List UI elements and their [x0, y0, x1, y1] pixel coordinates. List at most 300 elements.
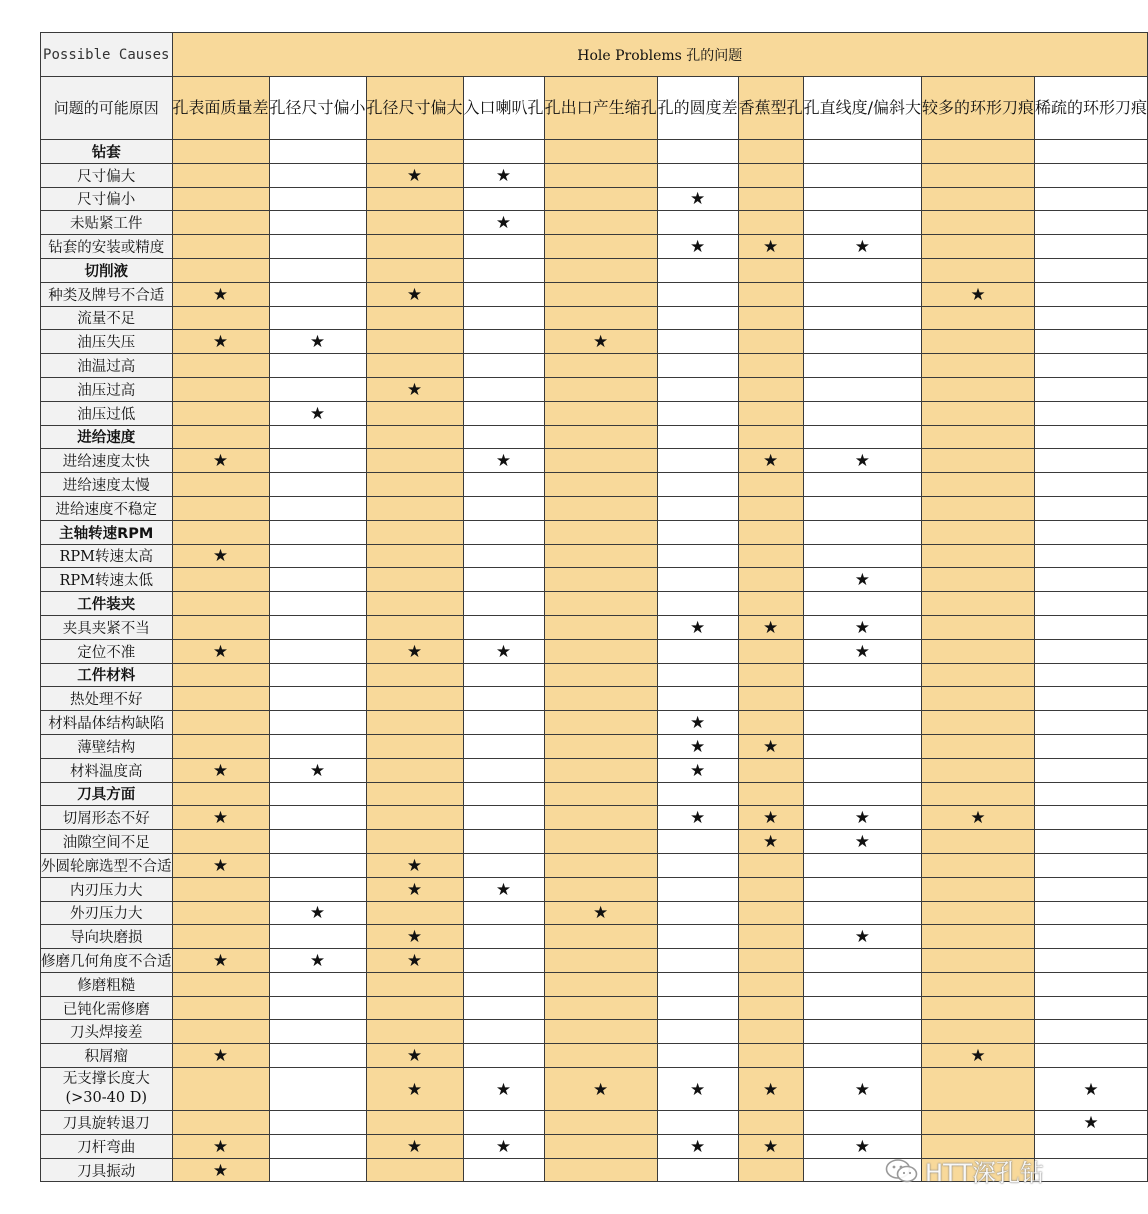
cause-label: 油压失压: [41, 330, 173, 354]
cell: [544, 520, 657, 544]
star-icon: ★: [406, 927, 423, 948]
cell: [922, 354, 1035, 378]
cell: [738, 473, 803, 497]
cell: [657, 544, 738, 568]
cell: [172, 830, 269, 854]
cell: [1035, 520, 1148, 544]
cell: [269, 949, 366, 973]
wechat-icon: [885, 1158, 919, 1184]
cell: [463, 377, 544, 401]
cell: [172, 473, 269, 497]
cell: [738, 377, 803, 401]
star-icon: ★: [762, 1079, 779, 1100]
cell: [922, 377, 1035, 401]
cell: [544, 639, 657, 663]
cell: [1035, 1020, 1148, 1044]
cell: [269, 806, 366, 830]
cell: [657, 258, 738, 282]
cell: [366, 377, 463, 401]
table-row: [41, 211, 1148, 235]
cell: [366, 211, 463, 235]
cause-label: 油隙空间不足: [41, 830, 173, 854]
cell: [922, 925, 1035, 949]
cell: [366, 758, 463, 782]
table-row: [41, 330, 1148, 354]
cell: [544, 544, 657, 568]
cell: [738, 1068, 803, 1111]
cell: [922, 1111, 1035, 1135]
cell: [366, 1044, 463, 1068]
cell: [1035, 782, 1148, 806]
cause-label: 材料晶体结构缺陷: [41, 711, 173, 735]
cell: [269, 282, 366, 306]
cell: [803, 925, 921, 949]
cell: [1035, 425, 1148, 449]
cell: [463, 235, 544, 259]
cell: [463, 1158, 544, 1182]
cell: [172, 925, 269, 949]
cell: [657, 877, 738, 901]
cell: [738, 592, 803, 616]
cell: [463, 282, 544, 306]
section-row: [41, 782, 1148, 806]
star-icon: ★: [592, 1079, 609, 1100]
cell: [803, 235, 921, 259]
cell: [544, 401, 657, 425]
cell: [172, 377, 269, 401]
cell: [738, 853, 803, 877]
cell: [657, 1020, 738, 1044]
cell: [172, 877, 269, 901]
section-label: 工件装夹: [41, 592, 173, 616]
cell: [738, 282, 803, 306]
cell: [544, 615, 657, 639]
cell: [172, 1068, 269, 1111]
cell: [269, 877, 366, 901]
cell: [922, 282, 1035, 306]
table-row: [41, 758, 1148, 782]
star-icon: ★: [762, 736, 779, 757]
table-row: [41, 1044, 1148, 1068]
cause-label: 热处理不好: [41, 687, 173, 711]
star-icon: ★: [406, 1046, 423, 1067]
watermark-text: HTT深孔钻: [925, 1159, 1044, 1187]
cell: [544, 925, 657, 949]
cell: [269, 830, 366, 854]
cell: [738, 1020, 803, 1044]
cell: [463, 544, 544, 568]
cell: [172, 140, 269, 164]
cell: [657, 568, 738, 592]
cell: [544, 235, 657, 259]
cell: [269, 615, 366, 639]
cell: [269, 734, 366, 758]
cell: [657, 758, 738, 782]
cell: [803, 1044, 921, 1068]
cell: [1035, 568, 1148, 592]
cause-label: 已钝化需修磨: [41, 996, 173, 1020]
cause-label: 种类及牌号不合适: [41, 282, 173, 306]
star-icon: ★: [406, 165, 423, 186]
star-icon: ★: [854, 570, 870, 591]
cell: [269, 140, 366, 164]
star-icon: ★: [212, 451, 229, 472]
star-icon: ★: [495, 1136, 512, 1157]
cell: [269, 1111, 366, 1135]
cell: [803, 972, 921, 996]
cell: [172, 1044, 269, 1068]
cell: [463, 806, 544, 830]
cause-label: 刀杆弯曲: [41, 1134, 173, 1158]
column-header-8: 孔直线度/偏斜大: [803, 77, 921, 140]
star-icon: ★: [762, 1136, 779, 1157]
cell: [544, 949, 657, 973]
section-row: [41, 140, 1148, 164]
cell: [922, 425, 1035, 449]
cell: [922, 140, 1035, 164]
cell: [738, 1111, 803, 1135]
cell: [366, 163, 463, 187]
cell: [269, 758, 366, 782]
cell: [544, 758, 657, 782]
cell: [463, 1111, 544, 1135]
cell: [172, 568, 269, 592]
cell: [172, 1158, 269, 1182]
cell: [463, 568, 544, 592]
star-icon: ★: [406, 855, 423, 876]
cell: [922, 187, 1035, 211]
cell: [366, 235, 463, 259]
cell: [1035, 306, 1148, 330]
cell: [657, 925, 738, 949]
star-icon: ★: [406, 284, 423, 305]
cell: [269, 568, 366, 592]
cell: [366, 1020, 463, 1044]
section-row: [41, 258, 1148, 282]
table-row: [41, 568, 1148, 592]
table-row: [41, 282, 1148, 306]
cell: [172, 354, 269, 378]
cell: [172, 235, 269, 259]
cell: [463, 592, 544, 616]
cause-label: 进给速度太慢: [41, 473, 173, 497]
cell: [922, 544, 1035, 568]
cell: [1035, 282, 1148, 306]
cell: [172, 306, 269, 330]
cell: [172, 687, 269, 711]
cell: [544, 711, 657, 735]
cell: [544, 996, 657, 1020]
section-row: [41, 663, 1148, 687]
cell: [1035, 258, 1148, 282]
cell: [172, 639, 269, 663]
cell: [544, 734, 657, 758]
cell: [657, 782, 738, 806]
cause-label: 进给速度不稳定: [41, 496, 173, 520]
cell: [657, 687, 738, 711]
cell: [922, 496, 1035, 520]
cell: [544, 1158, 657, 1182]
table-row: [41, 473, 1148, 497]
cell: [366, 282, 463, 306]
star-icon: ★: [212, 1136, 229, 1157]
cell: [366, 354, 463, 378]
star-icon: ★: [406, 950, 423, 971]
cell: [366, 877, 463, 901]
cell: [657, 282, 738, 306]
cell: [657, 140, 738, 164]
cell: [922, 1020, 1035, 1044]
cell: [657, 1134, 738, 1158]
cell: [922, 853, 1035, 877]
star-icon: ★: [854, 1079, 870, 1100]
cell: [1035, 949, 1148, 973]
cell: [463, 140, 544, 164]
star-icon: ★: [406, 379, 423, 400]
possible-causes-zh-header: 问题的可能原因: [41, 77, 173, 140]
cell: [1035, 901, 1148, 925]
table-row: [41, 1020, 1148, 1044]
cell: [803, 544, 921, 568]
cell: [922, 901, 1035, 925]
column-header-2: 孔径尺寸偏小: [269, 77, 366, 140]
cell: [922, 568, 1035, 592]
cell: [803, 282, 921, 306]
cell: [922, 520, 1035, 544]
cell: [544, 592, 657, 616]
cell: [1035, 996, 1148, 1020]
cell: [269, 449, 366, 473]
table-row: [41, 925, 1148, 949]
cell: [269, 425, 366, 449]
star-icon: ★: [689, 1079, 706, 1100]
cell: [269, 711, 366, 735]
cell: [269, 401, 366, 425]
star-icon: ★: [762, 617, 779, 638]
cell: [366, 949, 463, 973]
cell: [803, 996, 921, 1020]
cell: [269, 972, 366, 996]
section-row: [41, 592, 1148, 616]
cell: [922, 1068, 1035, 1111]
cell: [922, 306, 1035, 330]
star-icon: ★: [212, 641, 229, 662]
cell: [803, 853, 921, 877]
cell: [366, 306, 463, 330]
cell: [544, 687, 657, 711]
cell: [1035, 1158, 1148, 1182]
column-header-7: 香蕉型孔: [738, 77, 803, 140]
cause-label: [41, 1068, 173, 1111]
star-icon: ★: [495, 641, 512, 662]
cell: [172, 282, 269, 306]
cell: [544, 1044, 657, 1068]
section-row: [41, 520, 1148, 544]
cell: [463, 1068, 544, 1111]
star-icon: ★: [406, 1079, 423, 1100]
star-icon: ★: [309, 332, 326, 353]
cell: [1035, 734, 1148, 758]
cell: [657, 1044, 738, 1068]
cell: [738, 140, 803, 164]
cell: [269, 211, 366, 235]
table-row: [41, 949, 1148, 973]
star-icon: ★: [212, 950, 229, 971]
cell: [544, 354, 657, 378]
cell: [1035, 187, 1148, 211]
cell: [803, 663, 921, 687]
cell: [922, 1044, 1035, 1068]
cell: [803, 806, 921, 830]
cell: [172, 1134, 269, 1158]
cell: [269, 663, 366, 687]
cell: [366, 425, 463, 449]
cell: [172, 187, 269, 211]
cell: [922, 258, 1035, 282]
cause-label: 定位不准: [41, 639, 173, 663]
cell: [544, 330, 657, 354]
cell: [544, 140, 657, 164]
cause-label: 外圆轮廓选型不合适: [41, 853, 173, 877]
cell: [366, 853, 463, 877]
cell: [803, 1068, 921, 1111]
cell: [366, 544, 463, 568]
cell: [803, 734, 921, 758]
cell: [1035, 830, 1148, 854]
cell: [738, 1044, 803, 1068]
cell: [366, 687, 463, 711]
star-icon: ★: [212, 546, 229, 567]
cell: [738, 687, 803, 711]
cause-label: 导向块磨损: [41, 925, 173, 949]
cell: [463, 877, 544, 901]
cell: [463, 996, 544, 1020]
table-row: [41, 996, 1148, 1020]
cell: [463, 663, 544, 687]
star-icon: ★: [689, 760, 706, 781]
cell: [803, 830, 921, 854]
cell: [803, 377, 921, 401]
cell: [544, 806, 657, 830]
cell: [803, 258, 921, 282]
cell: [172, 1020, 269, 1044]
cell: [1035, 615, 1148, 639]
table-row: [41, 639, 1148, 663]
cell: [1035, 758, 1148, 782]
cell: [463, 1020, 544, 1044]
cell: [269, 1068, 366, 1111]
cell: [1035, 140, 1148, 164]
cell: [366, 568, 463, 592]
table-row: [41, 615, 1148, 639]
cell: [366, 401, 463, 425]
cell: [922, 687, 1035, 711]
cell: [738, 163, 803, 187]
cell: [803, 568, 921, 592]
cell: [803, 782, 921, 806]
cell: [803, 592, 921, 616]
table-row: [41, 449, 1148, 473]
table-row: [41, 1111, 1148, 1135]
cell: [463, 354, 544, 378]
star-icon: ★: [1083, 1112, 1099, 1133]
cause-label: 切屑形态不好: [41, 806, 173, 830]
cell: [922, 877, 1035, 901]
star-icon: ★: [854, 1136, 870, 1157]
cell: [738, 615, 803, 639]
cell: [657, 806, 738, 830]
table-row: [41, 877, 1148, 901]
cell: [803, 354, 921, 378]
cell: [269, 354, 366, 378]
star-icon: ★: [762, 237, 779, 258]
cell: [269, 925, 366, 949]
cell: [922, 211, 1035, 235]
cell: [657, 663, 738, 687]
cell: [269, 258, 366, 282]
cell: [544, 306, 657, 330]
cell: [803, 425, 921, 449]
cell: [738, 496, 803, 520]
cell: [922, 830, 1035, 854]
cell: [269, 235, 366, 259]
cell: [1035, 687, 1148, 711]
cell: [657, 377, 738, 401]
cell: [1035, 473, 1148, 497]
cell: [657, 163, 738, 187]
cell: [544, 211, 657, 235]
cell: [738, 711, 803, 735]
star-icon: ★: [762, 808, 779, 829]
cell: [922, 972, 1035, 996]
cause-label: 刀具旋转退刀: [41, 1111, 173, 1135]
cell: [269, 496, 366, 520]
cell: [172, 544, 269, 568]
cell: [738, 258, 803, 282]
cell: [922, 235, 1035, 259]
cell: [922, 758, 1035, 782]
star-icon: ★: [970, 1046, 986, 1067]
cell: [922, 639, 1035, 663]
cell: [738, 330, 803, 354]
cell: [463, 734, 544, 758]
cell: [463, 496, 544, 520]
cell: [738, 639, 803, 663]
star-icon: ★: [854, 808, 870, 829]
cell: [172, 258, 269, 282]
cell: [463, 639, 544, 663]
cell: [366, 734, 463, 758]
cell: [1035, 163, 1148, 187]
cell: [366, 1134, 463, 1158]
cell: [738, 734, 803, 758]
cell: [738, 830, 803, 854]
cell: [657, 520, 738, 544]
cell: [366, 187, 463, 211]
star-icon: ★: [406, 1136, 423, 1157]
table-row: [41, 830, 1148, 854]
cell: [738, 306, 803, 330]
cell: [172, 496, 269, 520]
cell: [544, 568, 657, 592]
cell: [803, 401, 921, 425]
cell: [544, 163, 657, 187]
cell: [366, 496, 463, 520]
star-icon: ★: [592, 332, 609, 353]
cell: [366, 925, 463, 949]
table-row: [41, 163, 1148, 187]
column-header-9: 较多的环形刀痕: [922, 77, 1035, 140]
